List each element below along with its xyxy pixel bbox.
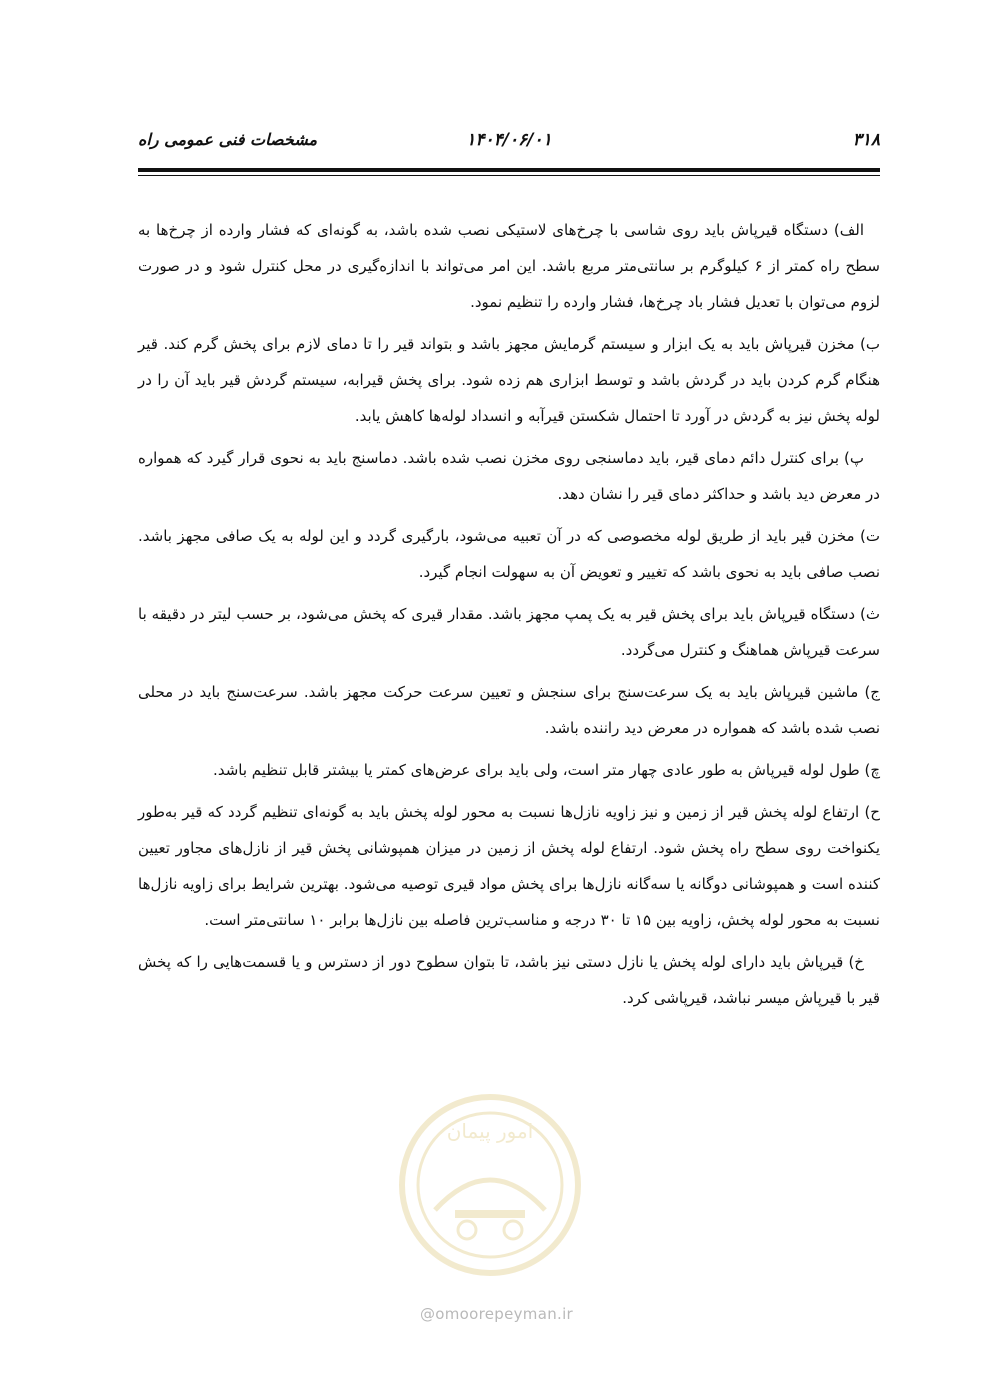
paragraph-pe: پ) برای کنترل دائم دمای قیر، باید دماسنجی روی مخزن نصب شده باشد. دماسنج باید به نحوی قرار گیرد که همواره در معرض دید باشد و حداکثر دمای قیر را نشان دهد.	[138, 449, 880, 503]
paragraph-che: چ) طول لوله قیرپاش به طور عادی چهار متر است، ولی باید برای عرض‌های کمتر یا بیشتر قابل تنظیم باشد.	[213, 761, 880, 779]
body-text	[138, 212, 880, 1022]
header-rule-thin	[138, 175, 880, 176]
paragraph-se: ث) دستگاه قیرپاش باید برای پخش قیر به یک پمپ مجهز باشد. مقدار قیری که پخش می‌شود، بر حسب لیتر در دقیقه با سرعت قیرپاش هماهنگ و کنترل می‌گردد.	[138, 605, 880, 659]
watermark-logo	[395, 1090, 585, 1280]
paragraph-alef: الف) دستگاه قیرپاش باید روی شاسی با چرخ‌های لاستیکی نصب شده باشد، به گونه‌ای که فشار وارده از چرخ‌ها به سطح راه کمتر از ۶ کیلوگرم بر سانتی‌متر مربع باشد. این امر می‌تواند با اندازه‌گیری در محل کنترل شود و در صورت لزوم می‌توان با تعدیل فشار باد چرخ‌ها، فشار وارده را تنظیم نمود.	[138, 221, 880, 311]
paragraph-te: ت) مخزن قیر باید از طریق لوله مخصوصی که در آن تعبیه می‌شود، بارگیری گردد و این لوله به یک صافی مجهز باشد. نصب صافی باید به نحوی باشد که تغییر و تعویض آن به سهولت انجام گیرد.	[138, 527, 880, 581]
page-header	[138, 122, 880, 162]
watermark-logo-text: امور پیمان	[446, 1119, 534, 1143]
paragraph-khe: خ) قیرپاش باید دارای لوله پخش یا نازل دستی نیز باشد، تا بتوان سطوح دور از دسترس و یا قسمت‌هایی را که پخش قیر با قیرپاش میسر نباشد، قیرپاشی کرد.	[138, 953, 880, 1007]
header-rule-thick	[138, 168, 880, 172]
paragraph-jim: ج) ماشین قیرپاش باید به یک سرعت‌سنج برای سنجش و تعیین سرعت حرکت مجهز باشد. سرعت‌سنج باید در محلی نصب شده باشد که همواره در معرض دید راننده باشد.	[138, 683, 880, 737]
page-number: ۳۱۸	[852, 130, 880, 150]
header-title: مشخصات فنی عمومی راه	[138, 130, 318, 149]
paragraph-be: ب) مخزن قیرپاش باید به یک ابزار و سیستم گرمایش مجهز باشد و بتواند قیر را تا دمای لازم برای پخش گرم کند. قیر هنگام گرم کردن باید در گردش باشد و توسط ابزاری هم زده شود. برای پخش قیرابه، سیستم گردش قیر باید آن را در لوله پخش نیز به گردش در آورد تا احتمال شکستن قیرآبه و انسداد لوله‌ها کاهش یابد.	[138, 335, 880, 425]
header-date: ۱۴۰۴/۰۶/۰۱	[466, 130, 552, 150]
paragraph-he: ح) ارتفاع لوله پخش قیر از زمین و نیز زاویه نازل‌ها نسبت به محور لوله پخش باید به گونه‌ای تنظیم گردد که قیر به‌طور یکنواخت روی سطح راه پخش شود. ارتفاع لوله پخش از زمین در میزان همپوشانی پخش قیر از نازل‌های مجاور تعیین کننده است و همپوشانی دوگانه یا سه‌گانه نازل‌ها برای پخش مواد قیری توصیه می‌شود. بهترین شرایط برای زاویه نازل‌ها نسبت به محور لوله پخش، زاویه بین ۱۵ تا ۳۰ درجه و مناسب‌ترین فاصله بین نازل‌ها برابر ۱۰ سانتی‌متر است.	[138, 803, 880, 929]
watermark-url: @omoorepeyman.ir	[419, 1305, 574, 1323]
